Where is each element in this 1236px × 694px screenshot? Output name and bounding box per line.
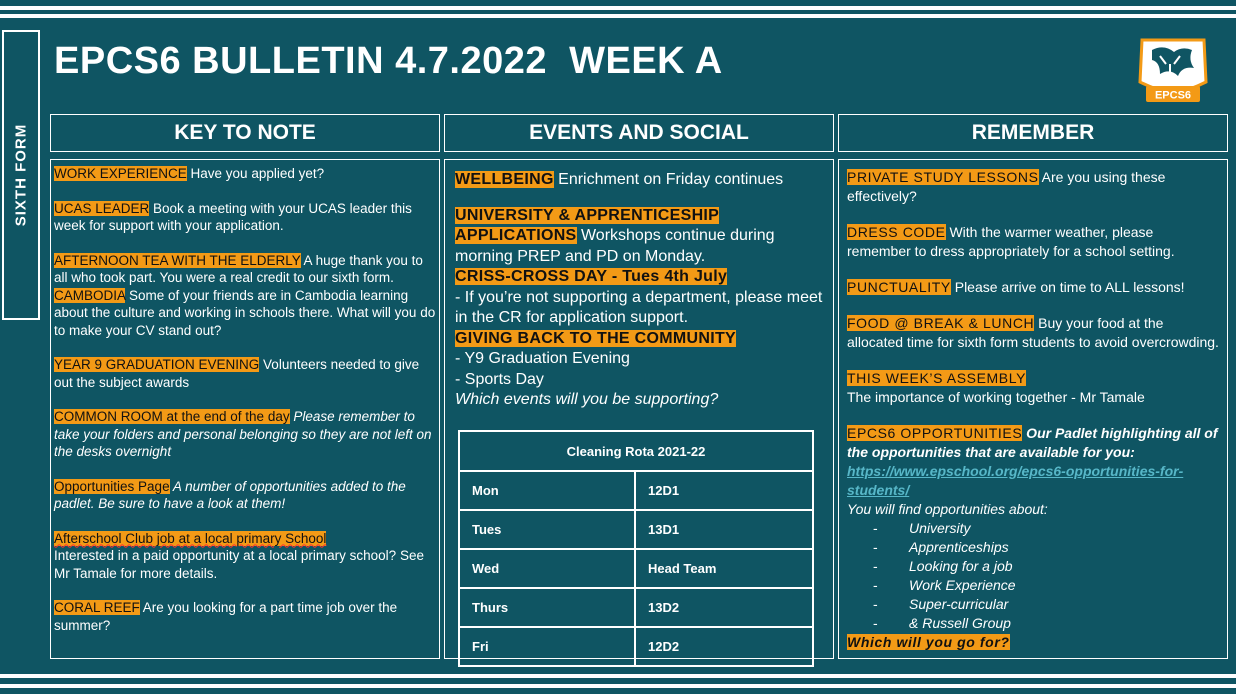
remember-label: FOOD @ BREAK & LUNCH xyxy=(847,315,1035,331)
remember-text: Are you using these effectively? xyxy=(847,169,1166,204)
key-item-label: Opportunities Page xyxy=(54,478,170,494)
remember-label: DRESS CODE xyxy=(847,224,946,240)
list-item: - Looking for a job xyxy=(873,558,1013,574)
list-item: - Work Experience xyxy=(873,577,1016,593)
side-tab-label: SIXTH FORM xyxy=(12,123,30,227)
remember-food xyxy=(847,314,1219,352)
side-tab xyxy=(2,30,40,320)
rota-day: Mon xyxy=(459,471,635,510)
key-item-work-experience xyxy=(54,165,436,183)
remember-text: Our Padlet highlighting all of the opportunities that are available for you: xyxy=(847,425,1218,460)
column-header-key: KEY TO NOTE xyxy=(50,114,440,152)
key-item-label: CORAL REEF xyxy=(54,600,140,615)
key-item-label: Afterschool Club job at a local primary School xyxy=(54,530,327,546)
event-text: - If you’re not supporting a department, please meet in the CR for application support. xyxy=(455,288,823,326)
remember-label: PUNCTUALITY xyxy=(847,279,951,295)
remember-label: EPCS6 OPPORTUNITIES xyxy=(847,425,1023,441)
key-item-text: Please remember to take your folders and personal belonging so they are not left on the desks overnight xyxy=(54,409,432,459)
key-item-text: Have you applied yet? xyxy=(186,166,325,181)
key-item-text: A huge thank you to all who took part. You were a real credit to our sixth form. xyxy=(54,252,423,285)
key-item-cambodia xyxy=(54,287,436,340)
event-label: GIVING BACK TO THE COMMUNITY xyxy=(455,329,736,347)
rota-header-row xyxy=(459,431,813,471)
key-item-label: UCAS LEADER xyxy=(54,200,150,216)
bottom-rule-2 xyxy=(0,684,1236,688)
event-wellbeing xyxy=(455,170,823,191)
event-line: - Sports Day xyxy=(455,370,544,388)
bottom-rule-1 xyxy=(0,674,1236,678)
remember-text: Please arrive on time to ALL lessons! xyxy=(950,279,1185,295)
remember-opportunities xyxy=(847,424,1219,652)
key-item-coral-reef xyxy=(54,599,436,634)
remember-label: THIS WEEK’S ASSEMBLY xyxy=(847,370,1027,386)
remember-label: PRIVATE STUDY LESSONS xyxy=(847,169,1039,185)
list-item: - Super-curricular xyxy=(873,596,1009,612)
table-row xyxy=(459,510,813,549)
list-item: - & Russell Group xyxy=(873,615,1011,631)
column-header-events: EVENTS AND SOCIAL xyxy=(444,114,834,152)
key-item-common-room xyxy=(54,408,436,461)
padlet-link[interactable]: https://www.epschool.org/epcs6-opportunities-for-students/ xyxy=(847,463,1184,498)
key-item-label: COMMON ROOM at the end of the day xyxy=(54,409,290,424)
event-label: CRISS-CROSS DAY - Tues 4th July xyxy=(455,268,728,285)
remember-private-study xyxy=(847,168,1219,206)
key-item-label: AFTERNOON TEA WITH THE ELDERLY xyxy=(54,252,301,268)
table-row xyxy=(459,471,813,510)
page-title: EPCS6 BULLETIN 4.7.2022 WEEK A xyxy=(54,40,723,82)
rota-day: Wed xyxy=(459,549,635,588)
event-text: Enrichment on Friday continues xyxy=(553,171,784,188)
key-item-text: A number of opportunities added to the padlet. Be sure to have a look at them! xyxy=(54,478,406,511)
event-line: - Y9 Graduation Evening xyxy=(455,350,630,367)
remember-text: The importance of working together - Mr Tamale xyxy=(847,389,1145,405)
list-item: - University xyxy=(873,520,971,536)
key-item-opportunities-page xyxy=(54,478,436,513)
event-label: UNIVERSITY & APPRENTICESHIP xyxy=(455,206,720,224)
key-item-label: YEAR 9 GRADUATION EVENING xyxy=(54,357,260,372)
rota-day: Fri xyxy=(459,627,635,666)
top-rule-2 xyxy=(0,14,1236,18)
rota-title: Cleaning Rota 2021-22 xyxy=(459,431,813,471)
event-university-applications xyxy=(455,206,823,268)
table-row xyxy=(459,549,813,588)
opportunities-question: Which will you go for? xyxy=(847,634,1010,650)
key-item-label: CAMBODIA xyxy=(54,287,126,303)
cleaning-rota-table xyxy=(458,430,814,667)
table-row xyxy=(459,627,813,666)
top-rule-1 xyxy=(0,6,1236,10)
remember-punctuality xyxy=(847,278,1219,297)
key-to-note-panel xyxy=(50,159,440,659)
key-item-text: Book a meeting with your UCAS leader this week for support with your application. xyxy=(54,200,412,233)
rota-day: Thurs xyxy=(459,588,635,627)
key-item-text: Are you looking for a part time job over the summer? xyxy=(54,600,398,633)
remember-text: With the warmer weather, please remember to dress appropriately for a school setting. xyxy=(847,224,1175,259)
rota-group: 12D1 xyxy=(635,471,813,510)
event-question: Which events will you be supporting? xyxy=(455,391,719,408)
event-label: WELLBEING xyxy=(455,171,554,188)
key-item-year9-graduation xyxy=(54,356,436,391)
rota-group: Head Team xyxy=(635,549,813,588)
list-item: - Apprenticeships xyxy=(873,539,1009,555)
event-label: APPLICATIONS xyxy=(455,227,577,244)
rota-group: 12D2 xyxy=(635,627,813,666)
key-item-afterschool-club xyxy=(54,530,436,583)
rota-day: Tues xyxy=(459,510,635,549)
key-item-text: Volunteers needed to give out the subject awards xyxy=(54,357,420,390)
key-item-text: Some of your friends are in Cambodia learning about the culture and working in schools there. What will you do to make your CV stand out? xyxy=(54,287,436,338)
opportunities-intro: You will find opportunities about: xyxy=(847,501,1048,517)
rota-group: 13D2 xyxy=(635,588,813,627)
rota-group: 13D1 xyxy=(635,510,813,549)
event-giving-back xyxy=(455,329,823,411)
key-item-label: WORK EXPERIENCE xyxy=(54,166,187,181)
key-item-afternoon-tea xyxy=(54,252,436,287)
column-header-remember: REMEMBER xyxy=(838,114,1228,152)
school-logo xyxy=(1130,34,1216,108)
logo-text: EPCS6 xyxy=(1154,89,1192,102)
key-item-ucas-leader xyxy=(54,200,436,235)
remember-text: Buy your food at the allocated time for sixth form students to avoid overcrowding. xyxy=(847,315,1219,350)
event-text: Workshops continue during morning PREP and PD on Monday. xyxy=(455,227,775,265)
remember-assembly xyxy=(847,369,1219,407)
opportunities-list xyxy=(847,519,1219,633)
remember-panel xyxy=(838,159,1228,659)
key-item-text: Interested in a paid opportunity at a local primary school? See Mr Tamale for more details. xyxy=(54,548,424,581)
event-criss-cross-day xyxy=(455,267,823,329)
remember-dress-code xyxy=(847,223,1219,261)
table-row xyxy=(459,588,813,627)
